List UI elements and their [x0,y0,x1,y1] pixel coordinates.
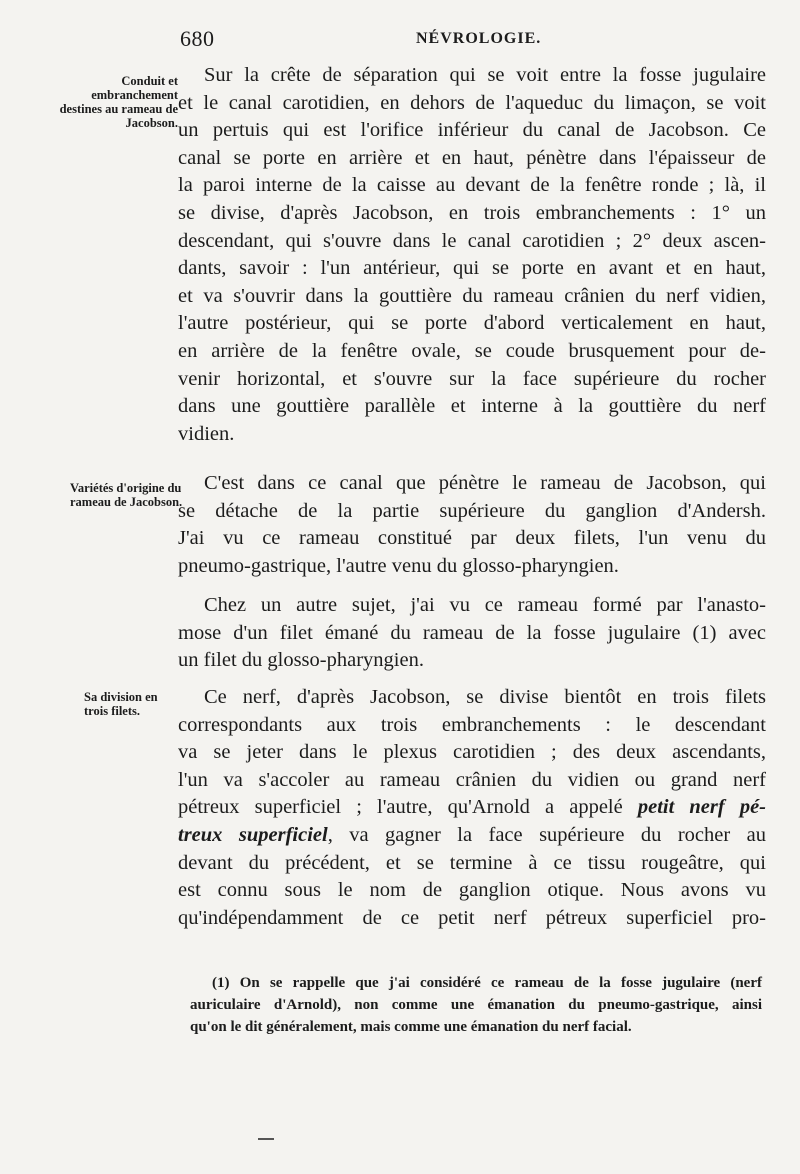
running-title: NÉVROLOGIE. [416,30,542,47]
text-line [178,794,766,822]
paragraph-4 [178,684,766,932]
text-run: pétreux superficiel ; l'autre, qu'Arnold a appelé [178,796,623,819]
margin-note-division: Sa division en trois filets. [84,690,158,718]
text-line: et le canal carotidien, en dehors de l'aqueduc du limaçon, se voit [178,91,766,114]
footnote-line: qu'on le dit généralement, mais comme une émanation du nerf facial. [190,1019,632,1035]
text-line [178,822,766,850]
text-line: est connu sous le nom de ganglion otique. Nous avons vu [178,879,766,902]
footnote [190,972,762,1038]
text-line: un pertuis qui est l'orifice inférieur du canal de Jacobson. Ce [178,119,766,142]
text-line: canal se porte en arrière et en haut, pénètre dans l'épaisseur de [178,146,766,169]
text-line: correspondants aux trois embranchements : le descendant [178,713,766,736]
italic-term: treux superficiel [178,823,328,846]
text-line: et va s'ouvrir dans la gouttière du rameau crânien du nerf vidien, [178,284,766,307]
text-line: un filet du glosso-pharyngien. [178,649,424,672]
paragraph-2 [178,470,766,580]
margin-note-conduit: Conduit et embranchement destines au rameau de Jacobson. [59,74,178,130]
text-line: C'est dans ce canal que pénètre le rameau de Jacobson, qui [204,472,766,494]
text-line: Chez un autre sujet, j'ai vu ce rameau formé par l'anasto- [204,594,766,616]
text-run: , va gagner la face supérieure du rocher au [327,823,766,846]
text-line: Ce nerf, d'après Jacobson, se divise bientôt en trois filets [204,686,766,708]
text-line: se divise, d'après Jacobson, en trois embranchements : 1° un [178,201,766,224]
text-line: qu'indépendamment de ce petit nerf pétreux superficiel pro- [178,906,766,929]
text-line: devant du précédent, et se termine à ce tissu rougeâtre, qui [178,851,766,874]
footnote-line: auriculaire d'Arnold), non comme une émanation du pneumo-gastrique, ainsi [190,997,762,1013]
text-line: en arrière de la fenêtre ovale, se coude brusquement pour de- [178,339,766,362]
text-line: se détache de la partie supérieure du ganglion d'Andersh. [178,499,766,522]
ink-speck [258,1138,274,1140]
page-number: 680 [180,26,215,51]
text-line: l'un va s'accoler au rameau crânien du vidien ou grand nerf [178,768,766,791]
text-line: descendant, qui s'ouvre dans le canal carotidien ; 2° deux ascen- [178,229,766,252]
text-line: la paroi interne de la caisse au devant de la fenêtre ronde ; là, il [178,174,766,197]
text-line: dans une gouttière parallèle et interne à la gouttière du nerf [178,395,766,418]
text-line: l'autre postérieur, qui se porte d'abord verticalement en haut, [178,312,766,335]
italic-term: petit nerf pé- [637,796,767,819]
paragraph-1 [178,62,766,448]
footnote-line: (1) On se rappelle que j'ai considéré ce rameau de la fosse jugulaire (nerf [212,975,762,991]
page-header [180,22,760,52]
text-line: dants, savoir : l'un antérieur, qui se porte en avant et en haut, [178,257,766,280]
text-line: vidien. [178,422,235,445]
text-line: Sur la crête de séparation qui se voit entre la fosse jugulaire [204,64,766,86]
text-line: pneumo-gastrique, l'autre venu du glosso-pharyngien. [178,554,619,577]
text-line: mose d'un filet émané du rameau de la fosse jugulaire (1) avec [178,621,766,644]
margin-note-varietes: Variétés d'origine du rameau de Jacobson. [70,481,183,509]
text-line: venir horizontal, et s'ouvre sur la face supérieure du rocher [178,367,766,390]
text-line: J'ai vu ce rameau constitué par deux filets, l'un venu du [178,527,766,550]
text-line: va se jeter dans le plexus carotidien ; des deux ascendants, [178,741,766,764]
paragraph-3 [178,592,766,675]
